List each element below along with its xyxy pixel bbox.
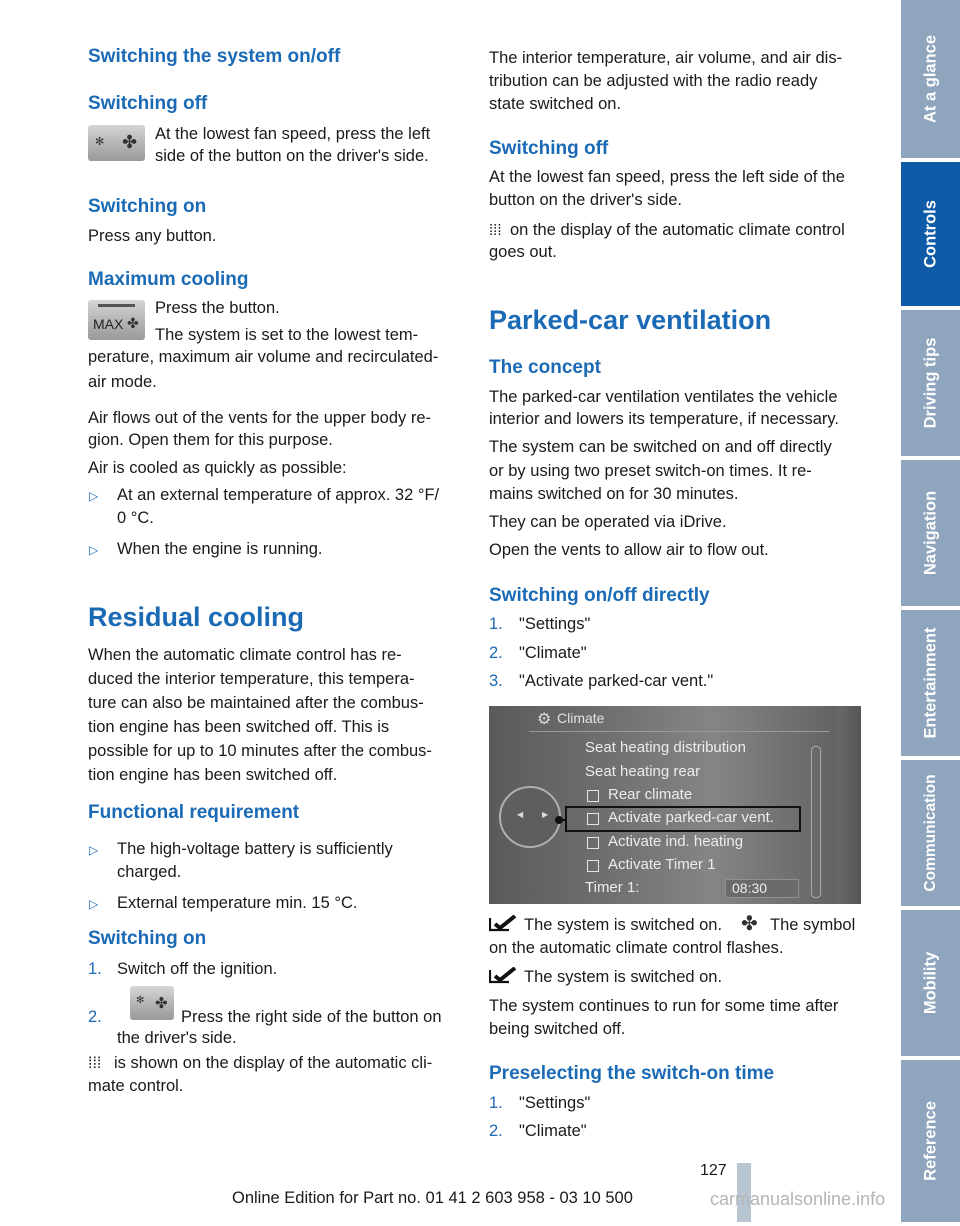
heading-switching-on: Switching on: [88, 196, 207, 217]
controller-circle: [499, 786, 561, 848]
continues-line-2: being switched off.: [489, 1020, 626, 1038]
step-2-text: Press the right side of the button on: [181, 1008, 442, 1026]
goes-out-2: goes out.: [489, 243, 557, 261]
heading-switching-on-2: Switching on: [88, 928, 207, 949]
max-indicator-line: [98, 304, 135, 307]
step-number: 2.: [489, 1122, 503, 1140]
tab-driving-tips[interactable]: Driving tips: [901, 310, 960, 460]
heading-residual-cooling: Residual cooling: [88, 602, 305, 632]
residual-line-5: possible for up to 10 minutes after the combus-: [88, 742, 432, 760]
symbol-flash-2: on the automatic climate control flashes.: [489, 939, 784, 957]
heading-switching-off: Switching off: [88, 93, 208, 114]
bullet-triangle-icon: ▷: [89, 843, 99, 857]
heading-switching-directly: Switching on/off directly: [489, 585, 710, 606]
edition-text: Online Edition for Part no. 01 41 2 603 958 - 03 10 500: [232, 1189, 633, 1207]
on-symbol-text: The system is switched on.: [524, 916, 723, 934]
max-label: MAX: [93, 316, 124, 332]
tab-communication[interactable]: Communication: [901, 760, 960, 910]
page-number: 127: [700, 1162, 727, 1179]
concept-line-2: interior and lowers its temperature, if necessary.: [489, 410, 840, 428]
intro-line-1: The interior temperature, air volume, and air dis-: [489, 49, 843, 67]
fan-large-icon: ✤: [122, 132, 138, 152]
max-text-4: air mode.: [88, 373, 157, 391]
checkbox[interactable]: [587, 860, 599, 872]
tab-controls[interactable]: Controls: [901, 162, 960, 310]
screen-title: Climate: [557, 710, 605, 726]
timer-value: 08:30: [732, 880, 768, 896]
screen-edge: [837, 706, 861, 904]
fan-button-image: [88, 125, 145, 161]
heading-switching-off: Switching off: [489, 138, 609, 159]
step-number: 3.: [489, 672, 503, 690]
step-number: 1.: [489, 615, 503, 633]
req-1-line-2: charged.: [117, 863, 182, 881]
max-button-image: [88, 300, 145, 340]
step-number: 1.: [489, 1094, 503, 1112]
off-text-1: At the lowest fan speed, press the left: [155, 125, 431, 143]
menu-item[interactable]: Rear climate: [608, 786, 693, 803]
symbol-flash: The symbol: [770, 916, 856, 934]
checkbox[interactable]: [587, 790, 599, 802]
menu-item[interactable]: Activate ind. heating: [608, 833, 744, 850]
fan-large-icon: ✤: [155, 995, 168, 1012]
req-1-line-1: The high-voltage battery is sufficiently: [117, 840, 393, 858]
right-off-text-2: button on the driver's side.: [489, 191, 683, 209]
shown-text-2: mate control.: [88, 1077, 184, 1095]
tab-entertainment[interactable]: Entertainment: [901, 610, 960, 760]
checkbox[interactable]: [587, 813, 599, 825]
residual-line-6: tion engine has been switched off.: [88, 766, 338, 784]
scrollbar[interactable]: [811, 746, 821, 898]
step-number: 2.: [489, 644, 503, 662]
residual-line-3: ture can also be maintained after the combus-: [88, 694, 424, 712]
fan-small-icon: ✻: [136, 995, 145, 1006]
menu-item[interactable]: Seat heating rear: [585, 763, 701, 780]
step-number: 2.: [88, 1008, 102, 1026]
intro-line-2: tribution can be adjusted with the radio ready: [489, 72, 818, 90]
step-number: 1.: [88, 960, 102, 978]
residual-line-2: duced the interior temperature, this tempera-: [88, 670, 415, 688]
timer-value-box[interactable]: [725, 879, 799, 898]
arrow-left-icon: ◀: [517, 810, 524, 819]
heading-parked-car-ventilation: Parked-car ventilation: [489, 305, 772, 335]
pre-step-1: "Settings": [519, 1094, 591, 1112]
off-text-2: side of the button on the driver's side.: [155, 147, 429, 165]
timer-label: Timer 1:: [585, 879, 640, 896]
gear-icon: ⚙: [537, 711, 552, 728]
checkbox[interactable]: [587, 837, 599, 849]
cooled-text: Air is cooled as quickly as possible:: [88, 459, 347, 477]
right-step-3: "Activate parked-car vent.": [519, 672, 714, 690]
idrive-text: They can be operated via iDrive.: [489, 513, 727, 531]
heading-switching-onoff: Switching the system on/off: [88, 46, 341, 67]
vents-text: Open the vents to allow air to flow out.: [489, 541, 769, 559]
fan-small-icon: ✻: [95, 136, 105, 148]
arrow-right-icon: ▶: [542, 810, 549, 819]
tab-reference[interactable]: Reference: [901, 1060, 960, 1226]
bullet-1-line-2: 0 °C.: [117, 509, 154, 527]
on-text-2: The system is switched on.: [524, 968, 723, 986]
menu-item[interactable]: Seat heating distribution: [585, 739, 746, 756]
fan-icon: ✤: [127, 315, 139, 331]
right-off-text-1: At the lowest fan speed, press the left side of the: [489, 168, 845, 186]
vent-icon: ⁞⁞⁞: [88, 1055, 102, 1072]
step-1-text: Switch off the ignition.: [117, 960, 278, 978]
airflow-text-1: Air flows out of the vents for the upper body re-: [88, 409, 432, 427]
airflow-text-2: gion. Open them for this purpose.: [88, 431, 333, 449]
goes-out-1: on the display of the automatic climate control: [510, 221, 845, 239]
bullet-triangle-icon: ▷: [89, 897, 99, 911]
heading-preselecting: Preselecting the switch-on time: [489, 1063, 775, 1084]
max-text-2: The system is set to the lowest tem-: [155, 326, 419, 344]
heading-functional-requirement: Functional requirement: [88, 802, 300, 823]
continues-line-1: The system continues to run for some time after: [489, 997, 839, 1015]
right-step-2: "Climate": [519, 644, 587, 662]
bullet-1-line-1: At an external temperature of approx. 32 °F/: [117, 486, 440, 504]
vent-icon: ⁞⁞⁞: [489, 222, 502, 239]
on-text: Press any button.: [88, 227, 217, 245]
heading-concept: The concept: [489, 357, 601, 378]
residual-line-1: When the automatic climate control has re-: [88, 646, 402, 664]
fan-button-image: [130, 986, 174, 1020]
system-line-2: or by using two preset switch-on times. It re-: [489, 462, 812, 480]
system-line-3: mains switched on for 30 minutes.: [489, 485, 739, 503]
max-text-1: Press the button.: [155, 299, 280, 317]
bullet-triangle-icon: ▷: [89, 489, 99, 503]
menu-item-selected[interactable]: Activate parked-car vent.: [608, 809, 774, 826]
heading-max-cooling: Maximum cooling: [88, 269, 249, 290]
chapter-sidebar: [901, 0, 960, 1222]
system-line-1: The system can be switched on and off directly: [489, 438, 832, 456]
tab-navigation[interactable]: Navigation: [901, 460, 960, 610]
tab-mobility[interactable]: Mobility: [901, 910, 960, 1060]
pre-step-2: "Climate": [519, 1122, 587, 1140]
req-2: External temperature min. 15 °C.: [117, 894, 358, 912]
intro-line-3: state switched on.: [489, 95, 622, 113]
idrive-screen: [489, 706, 861, 904]
menu-item[interactable]: Activate Timer 1: [608, 856, 716, 873]
step-2-text-2: the driver's side.: [117, 1029, 237, 1047]
screen-title-divider: [529, 731, 829, 732]
concept-line-1: The parked-car ventilation ventilates the vehicle: [489, 388, 838, 406]
watermark: carmanualsonline.info: [710, 1189, 886, 1209]
fan-icon: ✤: [741, 913, 758, 935]
residual-line-4: tion engine has been switched off. This is: [88, 718, 390, 736]
max-text-3: perature, maximum air volume and recirculated-: [88, 348, 439, 366]
checkmark-icon: [489, 915, 519, 935]
bullet-2: When the engine is running.: [117, 540, 323, 558]
shown-text-1: is shown on the display of the automatic cli-: [114, 1054, 433, 1072]
bullet-triangle-icon: ▷: [89, 543, 99, 557]
checkmark-icon: [489, 967, 519, 987]
tab-at-a-glance[interactable]: At a glance: [901, 0, 960, 162]
right-step-1: "Settings": [519, 615, 591, 633]
